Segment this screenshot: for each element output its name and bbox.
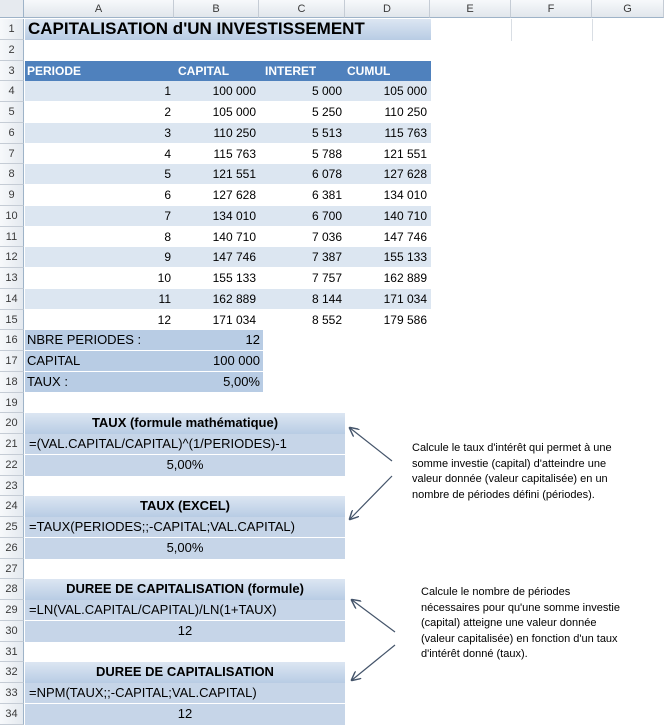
table-cell[interactable]: 8 552	[311, 312, 342, 327]
row-header-28[interactable]: 28	[0, 579, 24, 600]
summary-label: TAUX :	[27, 373, 68, 389]
row-header-1[interactable]: 1	[0, 19, 24, 40]
row-header-13[interactable]: 13	[0, 268, 24, 289]
row-header-20[interactable]: 20	[0, 413, 24, 434]
annotation-line: valeur donnée (valeur capitalisée) en un	[412, 473, 608, 485]
row-header-25[interactable]: 25	[0, 517, 24, 538]
row-header-33[interactable]: 33	[0, 683, 24, 704]
select-all-corner[interactable]	[0, 0, 24, 18]
formula-box-result[interactable]: 5,00%	[25, 538, 345, 559]
formula-box-title: TAUX (formule mathématique)	[25, 413, 345, 434]
table-cell[interactable]: 7 757	[311, 271, 342, 285]
table-cell[interactable]: 7 387	[311, 250, 342, 265]
sheet-title: CAPITALISATION d'UN INVESTISSEMENT	[25, 19, 431, 40]
table-cell[interactable]: 162 889	[383, 271, 427, 285]
row-header-26[interactable]: 26	[0, 538, 24, 559]
column-header-f[interactable]: F	[511, 0, 592, 18]
summary-value[interactable]: 5,00%	[223, 373, 260, 389]
row-header-27[interactable]: 27	[0, 559, 24, 580]
column-header-a[interactable]: A	[24, 0, 174, 18]
table-cell[interactable]: 115 763	[213, 146, 256, 161]
table-cell[interactable]: 171 034	[383, 291, 427, 306]
table-cell[interactable]: 5 250	[311, 105, 342, 119]
table-cell[interactable]: 121 551	[212, 167, 256, 182]
table-cell[interactable]: 12	[157, 312, 171, 327]
table-cell[interactable]: 8 144	[311, 291, 342, 306]
arrow-to-taux-excel	[350, 476, 392, 519]
annotation-line: nombre de périodes défini (périodes).	[412, 488, 595, 501]
formula-box-formula[interactable]: =(VAL.CAPITAL/CAPITAL)^(1/PERIODES)-1	[25, 434, 345, 455]
formula-box-result[interactable]: 12	[25, 621, 345, 642]
table-cell[interactable]: 115 763	[384, 125, 427, 140]
arrow-to-taux-formula	[350, 428, 392, 461]
annotation-line: (capital) atteigne une valeur donnée	[421, 617, 597, 629]
annotation-line: d'intérêt donné (taux).	[421, 648, 528, 660]
table-cell[interactable]: 11	[158, 291, 171, 306]
column-header-e[interactable]: E	[430, 0, 511, 18]
row-header-2[interactable]: 2	[0, 40, 24, 61]
table-header-periode: PERIODE	[27, 63, 82, 78]
summary-label: CAPITAL	[27, 353, 81, 368]
table-cell[interactable]: 5	[164, 167, 171, 182]
table-cell[interactable]: 10	[157, 271, 171, 285]
table-cell[interactable]: 179 586	[383, 312, 427, 327]
row-header-5[interactable]: 5	[0, 102, 24, 123]
table-cell[interactable]: 155 133	[383, 250, 427, 265]
table-header-capital: CAPITAL	[178, 63, 230, 78]
table-cell[interactable]: 162 889	[212, 291, 256, 306]
arrow-to-duree-formula	[352, 600, 395, 632]
table-cell[interactable]: 2	[164, 105, 171, 119]
summary-label: NBRE PERIODES :	[27, 332, 142, 348]
table-cell[interactable]: 9	[164, 250, 171, 265]
column-header-d[interactable]: D	[345, 0, 430, 18]
row-header-23[interactable]: 23	[0, 476, 24, 497]
formula-box-title: DUREE DE CAPITALISATION (formule)	[25, 579, 345, 600]
annotation-line: (valeur capitalisée) en fonction d'un taux	[421, 632, 618, 645]
table-cell[interactable]: 140 710	[383, 208, 427, 223]
row-header-19[interactable]: 19	[0, 393, 24, 414]
table-cell[interactable]: 105 000	[383, 84, 427, 99]
row-header-16[interactable]: 16	[0, 330, 24, 351]
row-header-29[interactable]: 29	[0, 600, 24, 621]
table-cell[interactable]: 100 000	[212, 84, 256, 99]
row-header-31[interactable]: 31	[0, 642, 24, 663]
formula-box-formula[interactable]: =NPM(TAUX;;-CAPITAL;VAL.CAPITAL)	[25, 683, 345, 704]
row-header-10[interactable]: 10	[0, 206, 24, 227]
table-cell[interactable]: 6	[164, 188, 171, 202]
row-header-14[interactable]: 14	[0, 289, 24, 310]
annotation-line: Calcule le taux d'intérêt qui permet à une	[412, 442, 612, 454]
annotation-line: nécessaires pour qu'une somme investie	[421, 601, 620, 614]
table-cell[interactable]: 155 133	[212, 271, 256, 285]
table-cell[interactable]: 3	[164, 125, 171, 140]
row-header-7[interactable]: 7	[0, 144, 24, 165]
row-header-24[interactable]: 24	[0, 496, 24, 517]
table-cell[interactable]: 1	[164, 84, 171, 99]
row-header-11[interactable]: 11	[0, 227, 24, 248]
row-header-22[interactable]: 22	[0, 455, 24, 476]
formula-box-formula[interactable]: =TAUX(PERIODES;;-CAPITAL;VAL.CAPITAL)	[25, 517, 345, 538]
annotation-line: Calcule le nombre de périodes	[421, 586, 571, 598]
row-header-9[interactable]: 9	[0, 185, 24, 206]
annotation-taux	[412, 441, 612, 503]
row-header-30[interactable]: 30	[0, 621, 24, 642]
table-cell[interactable]: 110 250	[384, 105, 427, 119]
row-header-34[interactable]: 34	[0, 704, 24, 725]
row-header-4[interactable]: 4	[0, 81, 24, 102]
table-cell[interactable]: 6 381	[311, 188, 342, 202]
row-header-12[interactable]: 12	[0, 247, 24, 268]
annotation-line: somme investie (capital) d'atteindre une	[412, 457, 607, 470]
formula-box-title: TAUX (EXCEL)	[25, 496, 345, 517]
table-header-interet: INTERET	[265, 63, 317, 78]
row-header-18[interactable]: 18	[0, 372, 24, 393]
table-cell[interactable]: 127 628	[383, 167, 427, 182]
row-header-8[interactable]: 8	[0, 164, 24, 185]
summary-value[interactable]: 12	[245, 332, 260, 348]
summary-value[interactable]: 100 000	[213, 353, 260, 368]
table-cell[interactable]: 6 700	[311, 208, 342, 223]
column-header-b[interactable]: B	[174, 0, 259, 18]
column-header-g[interactable]: G	[592, 0, 664, 18]
table-cell[interactable]: 7	[164, 208, 171, 223]
table-cell[interactable]: 5 788	[311, 146, 342, 161]
table-cell[interactable]: 8	[164, 229, 171, 244]
table-cell[interactable]: 134 010	[212, 208, 256, 223]
formula-box-result[interactable]: 12	[25, 704, 345, 725]
column-header-c[interactable]: C	[259, 0, 345, 18]
table-cell[interactable]: 147 746	[383, 229, 427, 244]
table-cell[interactable]: 140 710	[212, 229, 256, 244]
row-header-32[interactable]: 32	[0, 662, 24, 683]
formula-box-title: DUREE DE CAPITALISATION	[25, 662, 345, 683]
table-cell[interactable]: 5 513	[311, 125, 342, 140]
table-cell[interactable]: 147 746	[212, 250, 256, 265]
table-cell[interactable]: 127 628	[212, 188, 256, 202]
table-cell[interactable]: 7 036	[311, 229, 342, 244]
formula-box-result[interactable]: 5,00%	[25, 455, 345, 476]
gridline	[511, 19, 512, 41]
table-cell[interactable]: 121 551	[383, 146, 427, 161]
table-cell[interactable]: 6 078	[311, 167, 342, 182]
arrow-to-duree-excel	[352, 645, 395, 680]
row-header-17[interactable]: 17	[0, 351, 24, 372]
table-cell[interactable]: 4	[164, 146, 171, 161]
table-cell[interactable]: 134 010	[383, 188, 427, 202]
row-header-15[interactable]: 15	[0, 310, 24, 331]
annotation-duree	[421, 585, 620, 663]
table-header-cumul: CUMUL	[347, 63, 391, 78]
row-header-21[interactable]: 21	[0, 434, 24, 455]
formula-box-formula[interactable]: =LN(VAL.CAPITAL/CAPITAL)/LN(1+TAUX)	[25, 600, 345, 621]
table-cell[interactable]: 171 034	[212, 312, 256, 327]
row-header-6[interactable]: 6	[0, 123, 24, 144]
row-header-3[interactable]: 3	[0, 61, 24, 82]
table-cell[interactable]: 110 250	[213, 125, 256, 140]
gridline	[592, 19, 593, 41]
table-cell[interactable]: 105 000	[212, 105, 256, 119]
table-cell[interactable]: 5 000	[311, 84, 342, 99]
